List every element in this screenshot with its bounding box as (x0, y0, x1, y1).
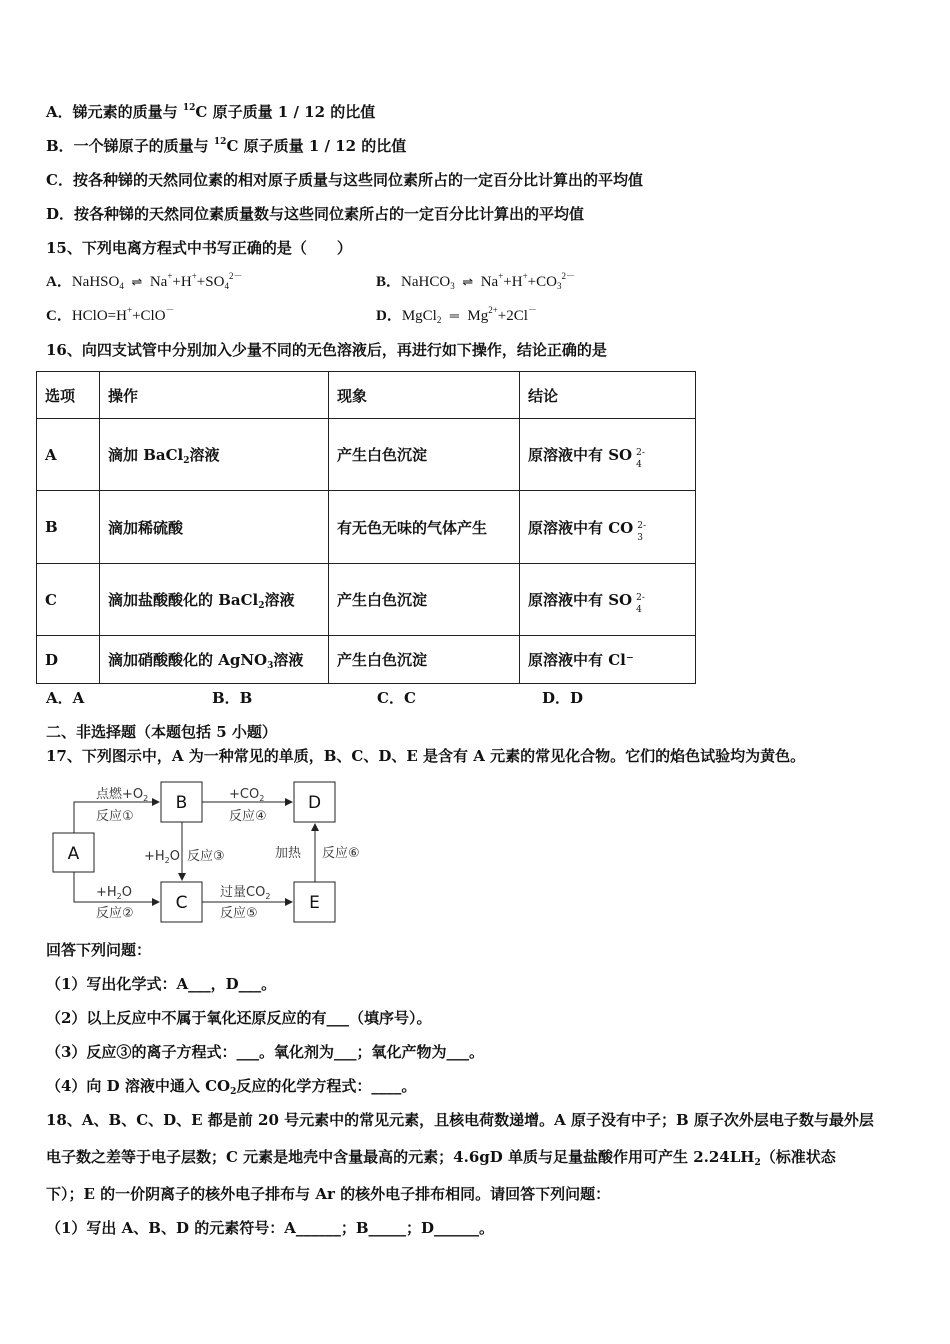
q15-option-d: D．MgCl$_2$ ═ $Mg^{2+}+2Cl^-$ (376, 305, 537, 325)
q16-answer-c: C．C (377, 689, 416, 707)
q16-answer-d: D．D (542, 689, 584, 707)
header-operation: 操作 (100, 372, 329, 419)
q18-stem-line1: 18、A、B、C、D、E 都是前 20 号元素中的常见元素，且核电荷数递增。A 原子没有中子；B 原子次外层电子数与最外层 (46, 1111, 874, 1129)
node-b: B (175, 793, 188, 813)
q17-prompt: 回答下列问题： (46, 941, 152, 959)
row-option: B (37, 491, 100, 564)
row-phenomenon: 产生白色沉淀 (329, 564, 520, 636)
label-reaction2: 反应② (96, 906, 134, 921)
row-operation: 滴加硝酸酸化的 AgNO$_3$溶液 (100, 636, 329, 684)
q14-option-a: A．锑元素的质量与 $^{12}$C 原子质量 1 / 12 的比值 (46, 103, 376, 121)
node-a: A (67, 844, 80, 864)
q16-answer-a: A．A (46, 689, 85, 707)
q17-reaction-diagram (46, 778, 376, 928)
row-conclusion: 原溶液中有 Cl⁻ (520, 636, 696, 684)
row-phenomenon: 产生白色沉淀 (329, 419, 520, 491)
row-option: C (37, 564, 100, 636)
q17-stem: 17、下列图示中，A 为一种常见的单质，B、C、D、E 是含有 A 元素的常见化合物。它们的焰色试验均为黄色。 (46, 747, 806, 765)
row-option: D (37, 636, 100, 684)
row-phenomenon: 产生白色沉淀 (329, 636, 520, 684)
label-reaction1-reagent: 点燃$+O_2$ (96, 787, 149, 803)
q14-option-b: B．一个锑原子的质量与 $^{12}$C 原子质量 1 / 12 的比值 (46, 137, 407, 155)
table-row (37, 419, 696, 491)
q15-option-c: C．HClO=H++ClO－ (46, 305, 175, 324)
row-conclusion: 原溶液中有 CO 2- 3 (520, 491, 696, 564)
row-conclusion: 原溶液中有 SO 2- 4 (520, 564, 696, 636)
label-reaction6-condition: 加热 (275, 846, 302, 861)
q17-subquestion-3: （3）反应③的离子方程式：___。氧化剂为___；氧化产物为___。 (46, 1043, 484, 1061)
label-reaction5-reagent: 过量$CO_2$ (220, 885, 271, 901)
q16-stem: 16、向四支试管中分别加入少量不同的无色溶液后，再进行如下操作，结论正确的是 (46, 341, 607, 359)
table-header-row (37, 372, 696, 419)
row-option: A (37, 419, 100, 491)
node-c: C (175, 893, 188, 913)
row-operation: 滴加 BaCl$_2$溶液 (100, 419, 329, 491)
q14-option-d: D．按各种锑的天然同位素质量数与这些同位素所占的一定百分比计算出的平均值 (46, 205, 585, 223)
label-reaction3: 反应③ (187, 849, 225, 864)
table-row (37, 564, 696, 636)
label-reaction1: 反应① (96, 809, 134, 824)
table-row (37, 636, 696, 684)
label-reaction4: 反应④ (229, 809, 267, 824)
label-reaction6: 反应⑥ (322, 846, 360, 861)
q16-table (36, 371, 696, 684)
q18-stem-line3: 下）；E 的一价阴离子的核外电子排布与 Ar 的核外电子排布相同。请回答下列问题： (46, 1185, 611, 1203)
label-reaction3-reagent: $+H_2O$ (144, 849, 180, 865)
q14-option-c: C．按各种锑的天然同位素的相对原子质量与这些同位素所占的一定百分比计算出的平均值 (46, 171, 643, 189)
q18-stem-line2: 电子数之差等于电子层数；C 元素是地壳中含量最高的元素；4.6gD 单质与足量盐酸作用可产生 $2.24LH_2$（标准状态 (46, 1148, 836, 1168)
label-reaction5: 反应⑤ (220, 906, 258, 921)
row-operation: 滴加稀硫酸 (100, 491, 329, 564)
node-e: E (309, 893, 320, 913)
header-option: 选项 (37, 372, 100, 419)
table-row (37, 491, 696, 564)
header-conclusion: 结论 (520, 372, 696, 419)
row-conclusion: 原溶液中有 SO 2- 4 (520, 419, 696, 491)
label-reaction2-reagent: $+H_2O$ (96, 885, 132, 901)
q15-option-b: B．NaHCO$_3$ ⇌ $Na^++H^++CO_3^{2-}$ (376, 271, 575, 291)
label-reaction4-reagent: $+CO_2$ (229, 787, 265, 803)
section-heading: 二、非选择题（本题包括 5 小题） (46, 723, 277, 741)
q17-subquestion-1: （1）写出化学式：A___，D___。 (46, 975, 277, 993)
q16-answer-b: B．B (212, 689, 253, 707)
row-phenomenon: 有无色无味的气体产生 (329, 491, 520, 564)
row-operation: 滴加盐酸酸化的 BaCl$_2$溶液 (100, 564, 329, 636)
q15-option-a: A．NaHSO$_4$ ⇌ $Na^++H^++SO_4^{2-}$ (46, 271, 243, 291)
q18-subquestion-1: （1）写出 A、B、D 的元素符号：A______；B_____；D______。 (46, 1219, 495, 1237)
q17-subquestion-2: （2）以上反应中不属于氧化还原反应的有___（填序号）。 (46, 1009, 432, 1027)
node-d: D (307, 793, 322, 813)
q15-stem: 15、下列电离方程式中书写正确的是（ ） (46, 239, 352, 257)
q17-subquestion-4: （4）向 D 溶液中通入 $CO_2$反应的化学方程式：____。 (46, 1077, 417, 1097)
header-phenomenon: 现象 (329, 372, 520, 419)
